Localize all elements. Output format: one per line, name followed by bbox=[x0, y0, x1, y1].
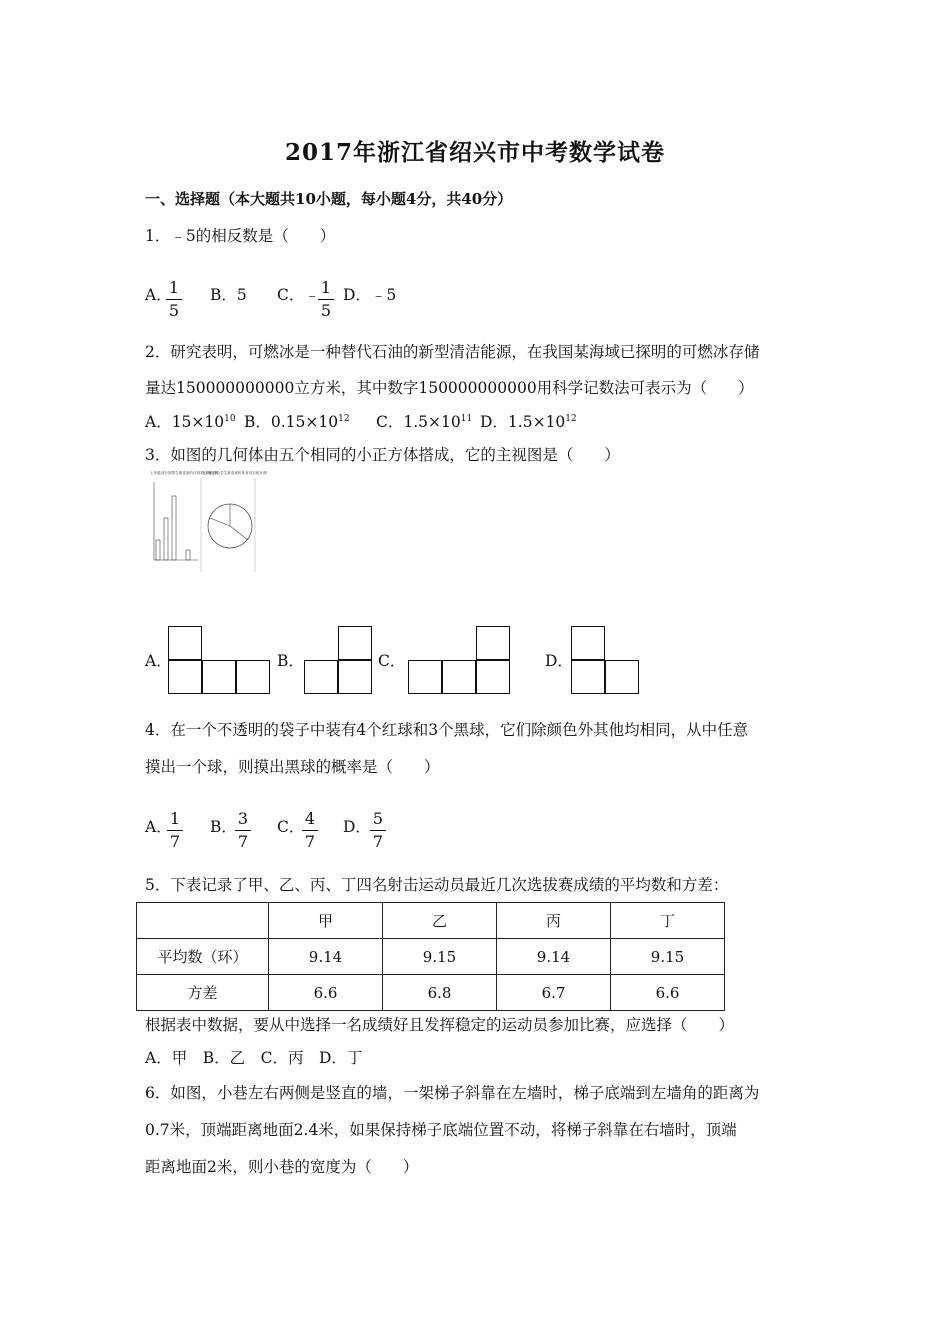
question-1-stem: 1．﹣5的相反数是（ ） bbox=[145, 227, 336, 245]
question-2-line2: 量达150000000000立方米，其中数字150000000000用科学记数法可表示为（ ） bbox=[145, 379, 754, 397]
question-4-line2: 摸出一个球，则摸出黑球的概率是（ ） bbox=[145, 758, 440, 776]
table-row bbox=[137, 939, 725, 975]
numerator: 1 bbox=[168, 278, 180, 297]
table-cell: 平均数（环） bbox=[137, 939, 269, 975]
q4-option-a-label: A． bbox=[145, 818, 172, 836]
question-6-line2: 0.7米，顶端距离地面2.4米，如果保持梯子底端位置不动，将梯子斜靠在右墙时，顶端 bbox=[145, 1121, 737, 1139]
figure-title-left: 七年级部分图男生最喜欢的体育项目统计图 bbox=[150, 471, 219, 475]
q4-option-d-label: D． bbox=[343, 818, 371, 836]
q2-option-a: A．$15\times 10^{10}$ bbox=[145, 413, 236, 431]
table-cell: 9.15 bbox=[383, 939, 497, 975]
q3-option-d-label: D． bbox=[545, 652, 573, 670]
q1-option-c-fraction bbox=[318, 279, 334, 320]
table-cell: 9.15 bbox=[611, 939, 725, 975]
q4-option-b-fraction: 3 7 bbox=[235, 810, 251, 851]
question-3-stem: 3．如图的几何体由五个相同的小正方体搭成，它的主视图是（ ） bbox=[145, 446, 620, 464]
q4-option-d-fraction: 5 7 bbox=[370, 810, 386, 851]
q1-option-b: B．5 bbox=[210, 286, 247, 304]
question-5-options: A．甲 B．乙 C．丙 D．丁 bbox=[145, 1049, 363, 1067]
denominator: 5 bbox=[320, 301, 332, 320]
table-header-cell: 丙 bbox=[497, 903, 611, 939]
section-heading: 一、选择题（本大题共10小题，每小题4分，共40分） bbox=[145, 190, 513, 208]
figure-title-right: 七年级部分学生最喜欢的体育项目统计图 bbox=[202, 471, 267, 475]
table-cell: 6.6 bbox=[269, 975, 383, 1011]
question-4-line1: 4．在一个不透明的袋子中装有4个红球和3个黑球，它们除颜色外其他均相同，从中任意 bbox=[145, 721, 749, 739]
question-6-line3: 距离地面2米，则小巷的宽度为（ ） bbox=[145, 1158, 419, 1176]
question-3-figure bbox=[148, 468, 267, 574]
q1-option-d: D．﹣5 bbox=[343, 286, 397, 304]
q1-option-a-label: A． bbox=[145, 286, 172, 304]
q4-option-a-fraction: 1 7 bbox=[167, 810, 183, 851]
table-header-cell: 乙 bbox=[383, 903, 497, 939]
table-row bbox=[137, 975, 725, 1011]
q1-option-c-label: C．﹣ bbox=[277, 286, 320, 304]
q3-option-b-label: B． bbox=[277, 652, 304, 670]
q3-option-c-label: C． bbox=[378, 652, 406, 670]
table-header-row bbox=[137, 903, 725, 939]
question-6-line1: 6．如图，小巷左右两侧是竖直的墙，一架梯子斜靠在左墙时，梯子底端到左墙角的距离为 bbox=[145, 1084, 760, 1102]
table-header-cell bbox=[137, 903, 269, 939]
question-5-stem: 5．下表记录了甲、乙、丙、丁四名射击运动员最近几次选拔赛成绩的平均数和方差： bbox=[145, 876, 729, 894]
numerator: 1 bbox=[320, 278, 332, 297]
q2-option-b: B．$0.15\times 10^{12}$ bbox=[244, 413, 350, 431]
q2-option-d: D．$1.5\times 10^{12}$ bbox=[480, 413, 577, 431]
q4-option-c-label: C． bbox=[277, 818, 305, 836]
table-cell: 9.14 bbox=[497, 939, 611, 975]
q2-option-c: C．$1.5\times 10^{11}$ bbox=[376, 413, 473, 431]
table-header-cell: 丁 bbox=[611, 903, 725, 939]
q3-option-a-label: A． bbox=[145, 652, 172, 670]
table-cell: 6.7 bbox=[497, 975, 611, 1011]
table-cell: 9.14 bbox=[269, 939, 383, 975]
q4-option-b-label: B． bbox=[210, 818, 237, 836]
question-2-line1: 2．研究表明，可燃冰是一种替代石油的新型清洁能源，在我国某海域已探明的可燃冰存储 bbox=[145, 343, 760, 361]
table-cell: 方差 bbox=[137, 975, 269, 1011]
table-header-cell: 甲 bbox=[269, 903, 383, 939]
score-table bbox=[136, 902, 725, 1011]
table-cell: 6.6 bbox=[611, 975, 725, 1011]
question-5-followup: 根据表中数据，要从中选择一名成绩好且发挥稳定的运动员参加比赛，应选择（ ） bbox=[145, 1016, 735, 1034]
q1-option-a-fraction bbox=[166, 279, 182, 320]
page-title: 2017年浙江省绍兴市中考数学试卷 bbox=[284, 139, 665, 166]
table-cell: 6.8 bbox=[383, 975, 497, 1011]
q4-option-c-fraction: 4 7 bbox=[302, 810, 318, 851]
denominator: 5 bbox=[168, 301, 180, 320]
